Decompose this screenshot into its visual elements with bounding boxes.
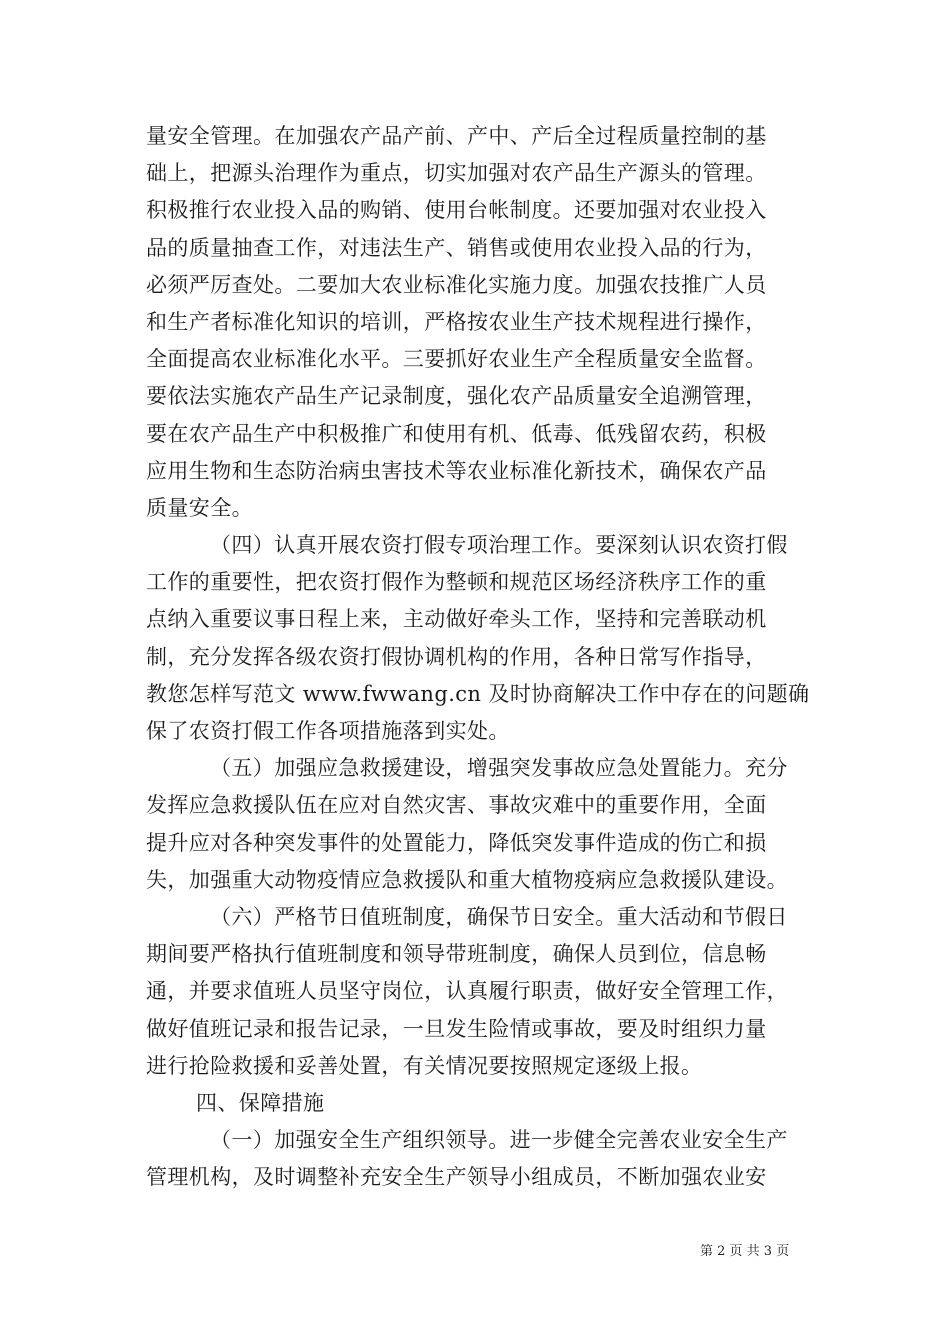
paragraph-start-line: （六）严格节日值班制度，确保节日安全。重大活动和节假日	[210, 904, 788, 929]
body-line: 应用生物和生态防治病虫害技术等农业标准化新技术，确保农产品	[146, 458, 767, 483]
body-line: 进行抢险救援和妥善处置，有关情况要按照规定逐级上报。	[146, 1053, 703, 1078]
body-line: 做好值班记录和报告记录，一旦发生险情或事故，要及时组织力量	[146, 1016, 767, 1041]
page-number: 第 2 页 共 3 页	[700, 1244, 790, 1259]
body-line: 质量安全。	[146, 495, 253, 520]
body-line: 品的质量抽查工作，对违法生产、销售或使用农业投入品的行为，	[146, 235, 767, 260]
body-line: 必须严厉查处。二要加大农业标准化实施力度。加强农技推广人员	[146, 272, 767, 297]
body-line: 础上，把源头治理作为重点，切实加强对农产品生产源头的管理。	[146, 161, 767, 186]
document-body	[146, 118, 814, 1196]
section-heading: 四、保障措施	[196, 1090, 325, 1115]
paragraph-start-line: （四）认真开展农资打假专项治理工作。要深刻认识农资打假	[210, 533, 788, 558]
body-line: 管理机构，及时调整补充安全生产领导小组成员，不断加强农业安	[146, 1165, 767, 1190]
paragraph-start-line: （一）加强安全生产组织领导。进一步健全完善农业安全生产	[210, 1128, 788, 1153]
paragraph-start-line: （五）加强应急救援建设，增强突发事故应急处置能力。充分	[210, 756, 788, 781]
body-line: 制，充分发挥各级农资打假协调机构的作用，各种日常写作指导，	[146, 644, 767, 669]
body-line: 要在农产品生产中积极推广和使用有机、低毒、低残留农药，积极	[146, 421, 767, 446]
body-line: 通，并要求值班人员坚守岗位，认真履行职责，做好安全管理工作，	[146, 979, 788, 1004]
body-line: 提升应对各种突发事件的处置能力，降低突发事件造成的伤亡和损	[146, 830, 767, 855]
body-line: 全面提高农业标准化水平。三要抓好农业生产全程质量安全监督。	[146, 347, 767, 372]
body-line: 点纳入重要议事日程上来，主动做好牵头工作，坚持和完善联动机	[146, 607, 767, 632]
body-line: 量安全管理。在加强农产品产前、产中、产后全过程质量控制的基	[146, 124, 767, 148]
body-line: 发挥应急救援队伍在应对自然灾害、事故灾难中的重要作用，全面	[146, 793, 767, 818]
body-line: 保了农资打假工作各项措施落到实处。	[146, 719, 510, 743]
body-line: 工作的重要性，把农资打假作为整顿和规范区场经济秩序工作的重	[146, 570, 767, 595]
body-line: 积极推行农业投入品的购销、使用台帐制度。还要加强对农业投入	[146, 198, 767, 223]
body-line: 要依法实施农产品生产记录制度，强化农产品质量安全追溯管理，	[146, 384, 767, 409]
body-line: 和生产者标准化知识的培训，严格按农业生产技术规程进行操作，	[146, 309, 767, 334]
body-line: 失，加强重大动物疫情应急救援队和重大植物疫病应急救援队建设。	[146, 867, 788, 892]
body-line: 期间要严格执行值班制度和领导带班制度，确保人员到位，信息畅	[146, 942, 767, 967]
body-line: 教您怎样写范文 www.fwwang.cn 及时协商解决工作中存在的问题确	[146, 681, 810, 706]
